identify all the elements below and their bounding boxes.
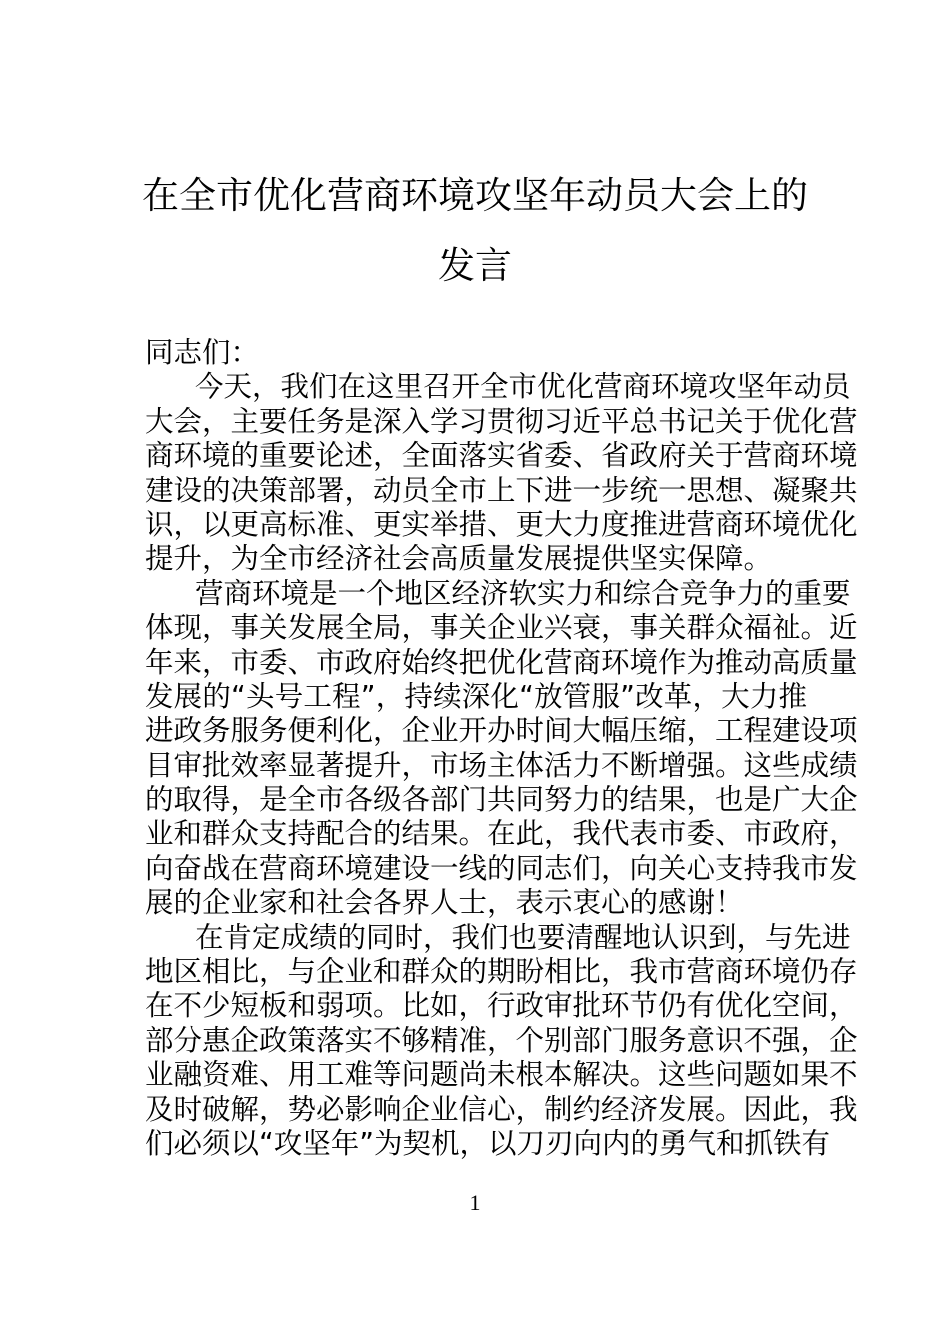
paragraph-line: 们必须以“攻坚年”为契机，以刀刃向内的勇气和抓铁有 <box>145 1126 831 1160</box>
page-number: 1 <box>469 1190 481 1215</box>
paragraph-line: 提升，为全市经济社会高质量发展提供坚实保障。 <box>145 542 773 576</box>
salutation: 同志们： <box>145 336 260 369</box>
paragraph-line: 部分惠企政策落实不够精准，个别部门服务意识不强，企 <box>145 1023 858 1057</box>
paragraph-line: 目审批效率显著提升，市场主体活力不断增强。这些成绩 <box>145 748 858 782</box>
paragraph-line: 识，以更高标准、更实举措、更大力度推进营商环境优化 <box>145 507 858 541</box>
paragraph-line: 向奋战在营商环境建设一线的同志们，向关心支持我市发 <box>145 851 858 885</box>
paragraph-line: 营商环境是一个地区经济软实力和综合竞争力的重要 <box>195 576 851 610</box>
paragraph-line: 大会，主要任务是深入学习贯彻习近平总书记关于优化营 <box>145 404 858 438</box>
paragraph-line: 在肯定成绩的同时，我们也要清醒地认识到，与先进 <box>195 920 851 954</box>
paragraph-3 <box>145 920 858 1162</box>
paragraph-1 <box>145 370 858 576</box>
paragraph-line: 及时破解，势必影响企业信心，制约经济发展。因此，我 <box>145 1092 858 1126</box>
paragraph-line: 体现，事关发展全局，事关企业兴衰，事关群众福祉。近 <box>145 611 858 645</box>
document-title-line-2: 发言 <box>438 244 512 287</box>
paragraph-line: 在不少短板和弱项。比如，行政审批环节仍有优化空间， <box>145 989 858 1023</box>
paragraph-line: 业和群众支持配合的结果。在此，我代表市委、市政府， <box>145 817 858 851</box>
paragraph-line: 发展的“头号工程”，持续深化“放管服”改革，大力推 <box>145 679 807 713</box>
paragraph-line: 展的企业家和社会各界人士，表示衷心的感谢！ <box>145 886 744 920</box>
paragraph-2 <box>145 576 858 921</box>
paragraph-line: 业融资难、用工难等问题尚未根本解决。这些问题如果不 <box>145 1058 858 1092</box>
paragraph-line: 的取得，是全市各级各部门共同努力的结果，也是广大企 <box>145 783 858 817</box>
paragraph-line: 地区相比，与企业和群众的期盼相比，我市营商环境仍存 <box>145 955 858 989</box>
paragraph-line: 进政务服务便利化，企业开办时间大幅压缩，工程建设项 <box>145 714 858 748</box>
document-title-line-1: 在全市优化营商环境攻坚年动员大会上的 <box>142 174 808 217</box>
paragraph-line: 建设的决策部署，动员全市上下进一步统一思想、凝聚共 <box>145 473 858 507</box>
paragraph-line: 今天，我们在这里召开全市优化营商环境攻坚年动员 <box>195 370 851 404</box>
document-body <box>145 336 858 1161</box>
paragraph-line: 年来，市委、市政府始终把优化营商环境作为推动高质量 <box>145 645 858 679</box>
paragraph-line: 商环境的重要论述，全面落实省委、省政府关于营商环境 <box>145 439 858 473</box>
